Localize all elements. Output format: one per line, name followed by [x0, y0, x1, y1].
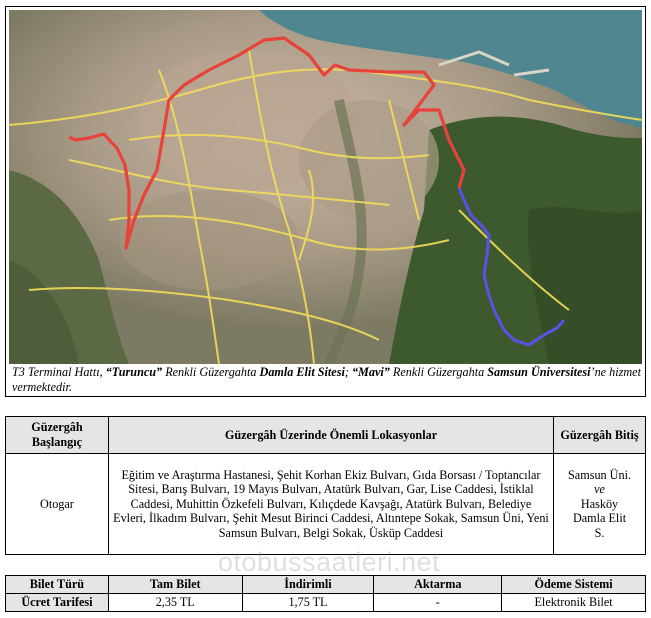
fare-discount-value: 1,75 TL [242, 594, 374, 612]
fare-header-payment: Ödeme Sistemi [502, 576, 646, 594]
route-map-image [9, 10, 642, 364]
caption-part-8: ’ne hizmet vermektedir. [12, 365, 641, 394]
route-end-line-4: Damla Elit [572, 511, 627, 526]
header-locations: Güzergâh Üzerinde Önemli Lokasyonlar [108, 417, 553, 454]
route-end-line-3: Hasköy [580, 496, 619, 511]
route-table [5, 416, 646, 555]
header-start: Güzergâh Başlangıç [6, 417, 109, 454]
fare-header-transfer: Aktarma [374, 576, 502, 594]
fare-full-value: 2,35 TL [108, 594, 242, 612]
fare-table [5, 575, 646, 612]
route-table-row [6, 454, 646, 555]
route-end-cell [554, 454, 646, 555]
route-end-line-2: ve [594, 482, 605, 497]
route-start-cell: Otogar [6, 454, 109, 555]
caption-part-3: Damla Elit Sitesi [259, 365, 345, 379]
caption-part-4: ; [344, 365, 352, 379]
header-end: Güzergâh Bitiş [554, 417, 646, 454]
fare-row-label: Ücret Tarifesi [6, 594, 109, 612]
fare-header-full: Tam Bilet [108, 576, 242, 594]
route-end-line-1: Samsun Üni. [568, 467, 632, 482]
figure-caption [12, 365, 642, 394]
fare-header-ticket-type: Bilet Türü [6, 576, 109, 594]
route-table-header-row [6, 417, 646, 454]
caption-part-5: “Mavi” [351, 365, 390, 379]
fare-row [6, 594, 646, 612]
watermark: otobussaatleri.net [218, 547, 441, 577]
caption-part-7: Samsun Üniversitesi [487, 365, 591, 379]
route-locations-cell: Eğitim ve Araştırma Hastanesi, Şehit Korhan Ekiz Bulvarı, Gıda Borsası / Toptancılar Sitesi, Barış Bulvarı, 19 Mayıs Bulvarı, Atatürk Bulvarı, Gar, Lise Caddesi, İstiklal Caddesi, Muhittin Özkefeli Bulvarı, Kılıçdede Kavşağı, Atatürk Bulvarı, Belediye Evleri, İlkadım Bulvarı, Şehit Mesut Birinci Caddesi, Altıntepe Sokak, Samsun Üni, Yeni Samsun Bulvarı, Belgi Sokak, Üsküp Caddesi [108, 454, 553, 555]
fare-payment-value: Elektronik Bilet [502, 594, 646, 612]
caption-part-6: Renkli Güzergahta [389, 365, 488, 379]
fare-transfer-value: - [374, 594, 502, 612]
figure-frame [5, 6, 646, 397]
route-map [9, 10, 642, 364]
fare-header-discount: İndirimli [242, 576, 374, 594]
caption-part-0: T3 Terminal Hattı, [12, 365, 106, 379]
caption-part-1: “Turuncu” [105, 365, 163, 379]
caption-part-2: Renkli Güzergahta [162, 365, 260, 379]
route-end-line-5: S. [594, 525, 605, 540]
fare-header-row [6, 576, 646, 594]
